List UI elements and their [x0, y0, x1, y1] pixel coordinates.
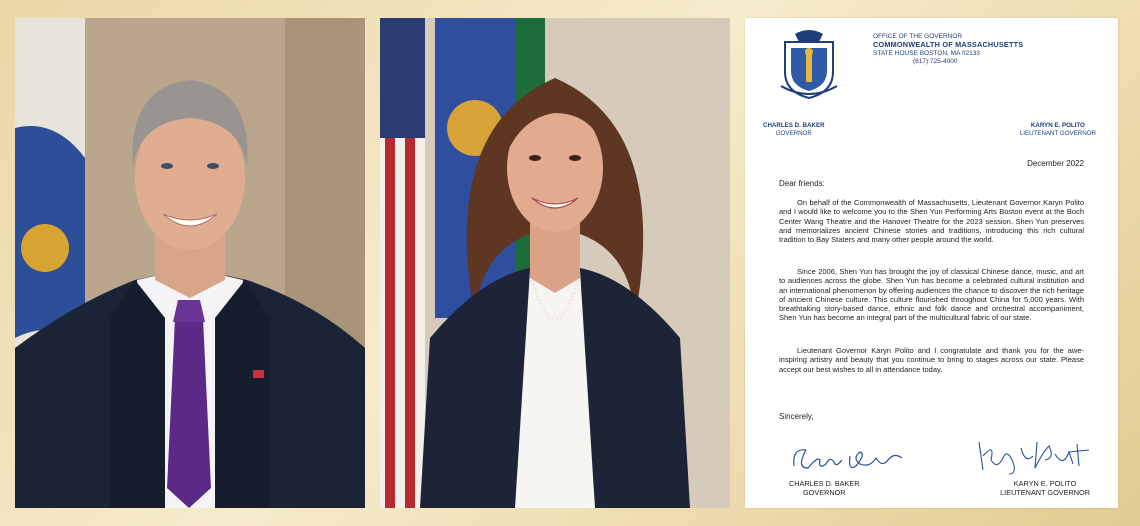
letterhead-commonwealth: COMMONWEALTH OF MASSACHUSETTS	[873, 40, 1024, 50]
letterhead	[873, 33, 1023, 66]
letter-date: December 2022	[1027, 159, 1084, 168]
governor-portrait	[15, 18, 365, 508]
letter-paragraph-2: Since 2006, Shen Yun has brought the joy of classical Chinese dance, music, and art to audiences across the globe. Shen Yun has become a celebrated cultural institution and an international phenomenon by offering audiences the chance to discover the rich heritage of ancient Chinese culture. This culture flourished throughout China for 5,000 years. With breathtaking story-based dance, ethnic and folk dance and orchestral accompaniment, Shen Yun has become an integral part of the multicultural fabric of our state.	[779, 267, 1084, 323]
letterhead-office: OFFICE OF THE GOVERNOR	[873, 33, 963, 40]
officer-governor-name: CHARLES D. BAKER	[763, 122, 825, 129]
letter-closing: Sincerely,	[779, 412, 814, 421]
signer-governor	[789, 480, 860, 497]
letter-salutation: Dear friends:	[779, 179, 825, 188]
letter-paragraph-1: On behalf of the Commonwealth of Massachusetts, Lieutenant Governor Karyn Polito and I would like to welcome you to the Shen Yun Performing Arts Boston event at the Boch Center Wang Theatre and the Hanover Theatre for the 2023 session. Shen Yun preserves and memorializes ancient Chinese stories and traditions, introducing this rich cultural tradition to Bay Staters and many other people around the world.	[779, 198, 1084, 245]
signer-governor-name: CHARLES D. BAKER	[789, 479, 860, 488]
governor-letter	[745, 18, 1118, 508]
officer-lieutenant-governor-name: KARYN E. POLITO	[1030, 122, 1085, 129]
governor-portrait-illustration	[15, 18, 365, 508]
signer-lieutenant-governor	[1000, 480, 1090, 497]
polito-signature-icon	[973, 434, 1093, 478]
officer-lieutenant-governor	[1020, 122, 1096, 138]
baker-signature-icon	[790, 438, 910, 478]
massachusetts-seal-icon	[777, 28, 841, 100]
signer-governor-title: GOVERNOR	[802, 487, 846, 497]
officer-governor	[763, 122, 825, 138]
officer-lieutenant-governor-title: LIEUTENANT GOVERNOR	[1019, 130, 1096, 137]
officer-governor-title: GOVERNOR	[775, 130, 812, 137]
letterhead-address: STATE HOUSE BOSTON, MA 02133	[873, 49, 980, 57]
letter-paragraph-3: Lieutenant Governor Karyn Polito and I congratulate and thank you for the awe-inspiring artistry and beauty that you continue to bring to stages across our state. Please accept our best wishes to all in attendance today.	[779, 346, 1084, 374]
signer-lieutenant-governor-title: LIEUTENANT GOVERNOR	[1000, 487, 1090, 497]
lieutenant-governor-portrait	[380, 18, 730, 508]
signer-lieutenant-governor-name: KARYN E. POLITO	[1013, 479, 1077, 488]
letterhead-phone: (617) 725-4000	[913, 57, 958, 65]
lieutenant-governor-portrait-illustration	[380, 18, 730, 508]
